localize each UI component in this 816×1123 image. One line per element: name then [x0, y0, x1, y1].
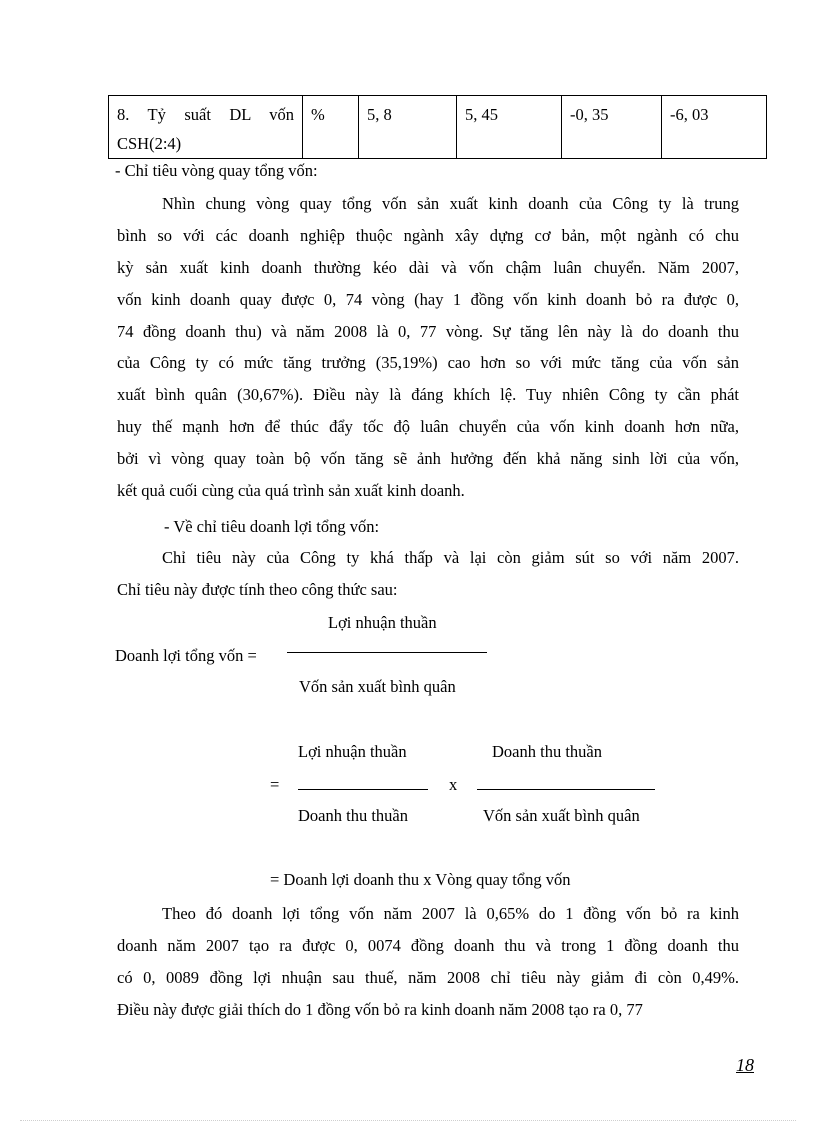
text-line: huy thế mạnh hơn để thúc đẩy tốc độ luân chuyển của vốn kinh doanh hơn nữa, — [117, 417, 739, 437]
footer-divider — [20, 1120, 796, 1121]
table-cell-unit: % — [303, 96, 359, 158]
text-line: bởi vì vòng quay toàn bộ vốn tăng sẽ ảnh hưởng đến khả năng sinh lời của vốn, — [117, 449, 739, 469]
table-cell-2007: 5, 8 — [359, 96, 457, 158]
text-line: của Công ty có mức tăng trưởng (35,19%) cao hơn so với mức tăng của vốn sản — [117, 353, 739, 373]
text-line: vốn kinh doanh quay được 0, 74 vòng (hay 1 đồng vốn kinh doanh bỏ ra được 0, — [117, 289, 739, 309]
text-line: kỳ sản xuất kinh doanh thường kéo dài và vốn chậm luân chuyển. Năm 2007, — [117, 257, 739, 277]
section-heading-capital-turnover: - Chỉ tiêu vòng quay tổng vốn: — [115, 161, 318, 180]
paragraph-return-on-capital — [117, 542, 739, 606]
table-row — [108, 95, 767, 159]
text-line: xuất bình quân (30,67%). Điều này là đáng khích lệ. Tuy nhiên Công ty cần phát — [117, 385, 739, 405]
table-cell-diff-pct: -6, 03 — [670, 105, 709, 124]
formula-lhs: Doanh lợi tổng vốn = — [115, 646, 257, 665]
formula-times: x — [449, 775, 458, 794]
indicator-line-1: 8. Tỷ suất DL vốn — [117, 105, 294, 124]
text-line: bình so với các doanh nghiệp thuộc ngành xây dựng cơ bản, một ngành có chu — [117, 225, 739, 245]
text-line: Nhìn chung vòng quay tổng vốn sản xuất kinh doanh của Công ty là trung — [162, 194, 739, 213]
section-heading-return-on-capital: - Về chỉ tiêu doanh lợi tổng vốn: — [164, 517, 380, 536]
fraction-bar — [477, 789, 655, 790]
text-line: doanh năm 2007 tạo ra được 0, 0074 đồng doanh thu và trong 1 đồng doanh thu — [117, 935, 739, 955]
table-cell-2008: 5, 45 — [457, 96, 562, 158]
table-cell-diff-abs: -0, 35 — [562, 96, 662, 158]
text-line: Chỉ tiêu này của Công ty khá thấp và lại còn giảm sút so với năm 2007. — [162, 548, 739, 567]
text-line: có 0, 0089 đồng lợi nhuận sau thuế, năm 2008 chỉ tiêu này giảm đi còn 0,49%. — [117, 967, 739, 987]
formula-fraction1-denominator: Doanh thu thuần — [298, 806, 408, 825]
paragraph-explanation — [117, 898, 739, 1026]
formula-result: = Doanh lợi doanh thu x Vòng quay tổng vốn — [270, 870, 571, 889]
formula-fraction1-numerator: Lợi nhuận thuần — [298, 742, 407, 761]
text-line: Điều này được giải thích do 1 đồng vốn bỏ ra kinh doanh năm 2008 tạo ra 0, 77 — [117, 999, 643, 1019]
text-line: 74 đồng doanh thu) và năm 2008 là 0, 77 vòng. Sự tăng lên này là do doanh thu — [117, 321, 739, 341]
formula-fraction2-numerator: Doanh thu thuần — [492, 742, 602, 761]
text-line: Chỉ tiêu này được tính theo công thức sau: — [117, 579, 398, 599]
page-number: 18 — [736, 1055, 754, 1075]
paragraph-capital-turnover — [117, 188, 739, 507]
table-cell-indicator — [109, 96, 303, 158]
fraction-bar — [298, 789, 428, 790]
formula-numerator: Lợi nhuận thuần — [328, 613, 437, 632]
formula-denominator: Vốn sản xuất bình quân — [299, 677, 456, 696]
indicator-line-2: CSH(2:4) — [117, 134, 182, 153]
text-line: kết quả cuối cùng của quá trình sản xuất kinh doanh. — [117, 481, 465, 501]
formula-fraction2-denominator: Vốn sản xuất bình quân — [483, 806, 640, 825]
text-line: Theo đó doanh lợi tổng vốn năm 2007 là 0,65% do 1 đồng vốn bỏ ra kinh — [162, 904, 739, 923]
fraction-bar — [287, 652, 487, 653]
formula-equals: = — [270, 775, 280, 794]
